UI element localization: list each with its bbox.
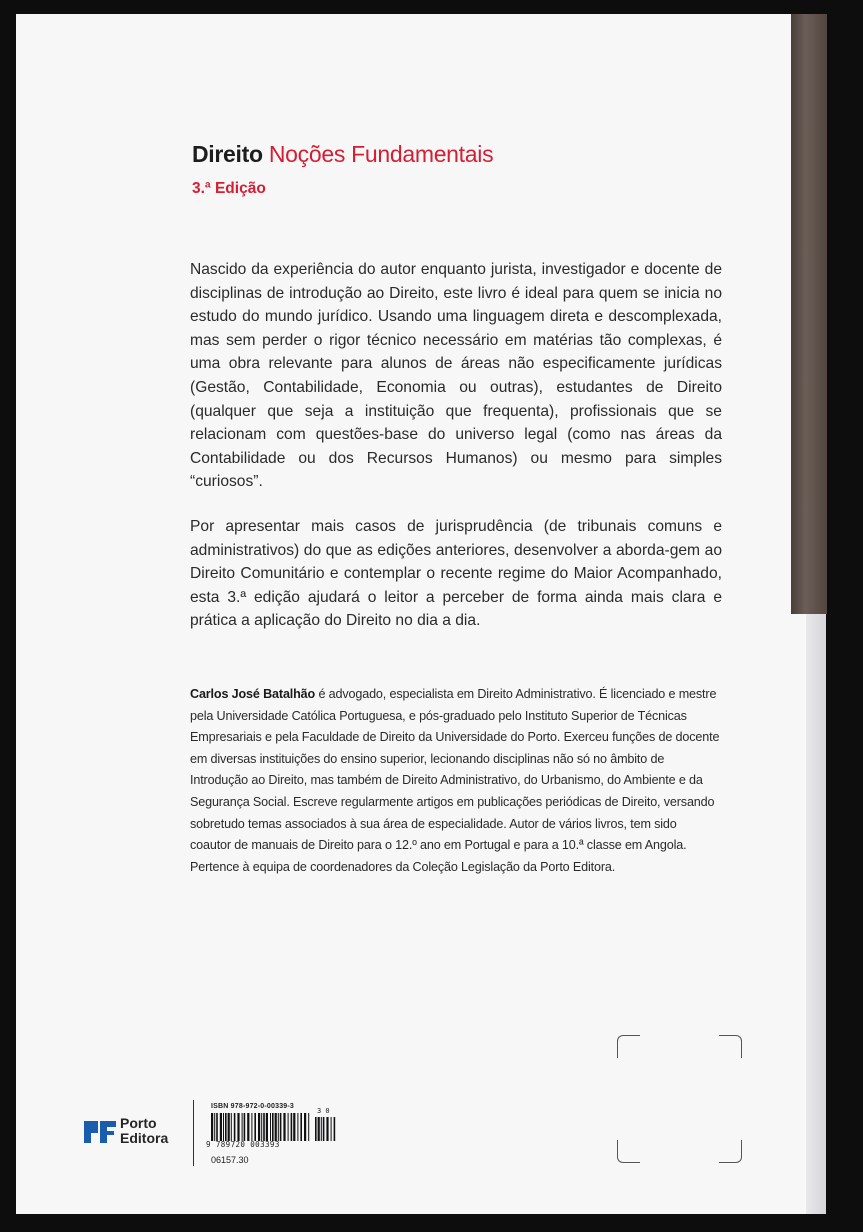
barcode-bar — [247, 1113, 249, 1141]
barcode-bar — [242, 1113, 243, 1141]
porto-editora-logo-icon — [82, 1119, 118, 1145]
author-bio — [190, 684, 720, 878]
title-main: Direito — [192, 141, 263, 167]
edition-label: 3.ª Edição — [192, 180, 266, 197]
barcode-addon-digits: 3 0 — [317, 1107, 330, 1115]
barcode-bar — [315, 1117, 317, 1141]
isbn-label: ISBN 978-972-0-00339-3 — [211, 1103, 295, 1110]
barcode-bar — [261, 1113, 262, 1141]
author-name: Carlos José Batalhão — [190, 687, 316, 701]
book-title — [192, 141, 493, 168]
barcode-bar — [231, 1113, 232, 1141]
publisher-name-line-2: Editora — [120, 1130, 169, 1146]
barcode-bar — [263, 1113, 265, 1141]
barcode-bar — [334, 1117, 336, 1141]
book-page-edge — [806, 614, 826, 1214]
barcode-bar — [308, 1113, 309, 1141]
barcode-bar — [331, 1117, 332, 1141]
book-spine — [791, 14, 827, 614]
barcode-bar — [278, 1113, 279, 1141]
barcode-bar — [300, 1113, 302, 1141]
frame-corner — [719, 1035, 742, 1058]
barcode-bar — [288, 1113, 289, 1141]
barcode-bar — [318, 1117, 320, 1141]
barcode-bar — [234, 1113, 236, 1141]
frame-corner — [719, 1140, 742, 1163]
barcode-bar — [266, 1113, 268, 1141]
addon-barcode — [315, 1117, 337, 1141]
barcode-bar — [237, 1113, 239, 1141]
barcode-bar — [225, 1113, 227, 1141]
description-paragraph-2: Por apresentar mais casos de jurisprudência (de tribunais comuns e administrativos) do que as edições anteriores, desenvolver a aborda-gem ao Direito Comunitário e contemplar o recente regime do Maior Acompanhado, esta 3.ª edição ajudará o leitor a perceber de forma ainda mais clara e prática a aplicação do Direito no dia a dia. — [190, 518, 722, 630]
description-paragraph-1: Nascido da experiência do autor enquanto jurista, investigador e docente de disciplinas de introdução ao Direito, este livro é ideal para quem se inicia no estudo do mundo jurídico. Usando uma linguagem direta e descomplexada, mas sem perder o rigor técnico necessário em matérias tão complexas, é uma obra relevante para alunos de áreas não especificamente jurídicas (Gestão, Contabilidade, Economia ou outras), estudantes de Direito (qualquer que seja a instituição que frequenta), profissionais que se relacionam com questões-base do universo legal (como nas áreas da Contabilidade ou dos Recursos Humanos) ou mesmo para simples “curiosos”. — [190, 261, 722, 491]
barcode-bar — [258, 1113, 260, 1141]
barcode-bar — [214, 1113, 215, 1141]
barcode-bar — [283, 1113, 285, 1141]
barcode-bar — [216, 1113, 218, 1141]
barcode-bar — [304, 1113, 306, 1141]
barcode-bar — [291, 1113, 293, 1141]
barcode-digits: 9 789720 003393 — [206, 1140, 280, 1149]
ean-barcode — [211, 1113, 311, 1141]
product-code: 06157.30 — [211, 1155, 249, 1165]
barcode-bar — [293, 1113, 295, 1141]
barcode-bar — [297, 1113, 298, 1141]
title-subtitle: Noções Fundamentais — [268, 141, 494, 167]
barcode-bar — [280, 1113, 282, 1141]
barcode-bar — [270, 1113, 271, 1141]
barcode-bar — [244, 1113, 246, 1141]
barcode-bar — [275, 1113, 277, 1141]
barcode-bar — [220, 1113, 222, 1141]
frame-corner — [617, 1035, 640, 1058]
barcode-bar — [211, 1113, 213, 1141]
frame-corner — [617, 1140, 640, 1163]
publisher-name — [120, 1116, 168, 1146]
barcode-bar — [228, 1113, 230, 1141]
barcode-bar — [326, 1117, 328, 1141]
barcode-bar — [272, 1113, 274, 1141]
author-bio-text: é advogado, especialista em Direito Administrativo. É licenciado e mestre pela Universidade Católica Portuguesa, e pós-graduado pelo Instituto Superior de Técnicas Empresariais e pela Faculdade de Direito da Universidade do Porto. Exerceu funções de docente em diversas instituições do ensino superior, lecionando disciplinas não só no âmbito de Introdução ao Direito, mas também de Direito Administrativo, do Urbanismo, do Ambiente e da Segurança Social. Escreve regularmente artigos em publicações periódicas de Direito, versando sobretudo temas associados à sua área de especialidade. Autor de vários livros, tem sido coautor de manuais de Direito para o 12.º ano em Portugal e para a 10.ª classe em Angola. Pertence à equipa de coordenadores da Coleção Legislação da Porto Editora. — [190, 687, 720, 874]
publisher-name-line-1: Porto — [120, 1115, 157, 1131]
barcode-bar — [254, 1113, 256, 1141]
barcode-bar — [223, 1113, 224, 1141]
publisher-logo — [80, 1114, 190, 1150]
barcode-bar — [321, 1117, 322, 1141]
sticker-frame — [617, 1035, 742, 1163]
barcode-bar — [323, 1117, 325, 1141]
logo-divider — [193, 1100, 194, 1166]
barcode-bar — [251, 1113, 252, 1141]
